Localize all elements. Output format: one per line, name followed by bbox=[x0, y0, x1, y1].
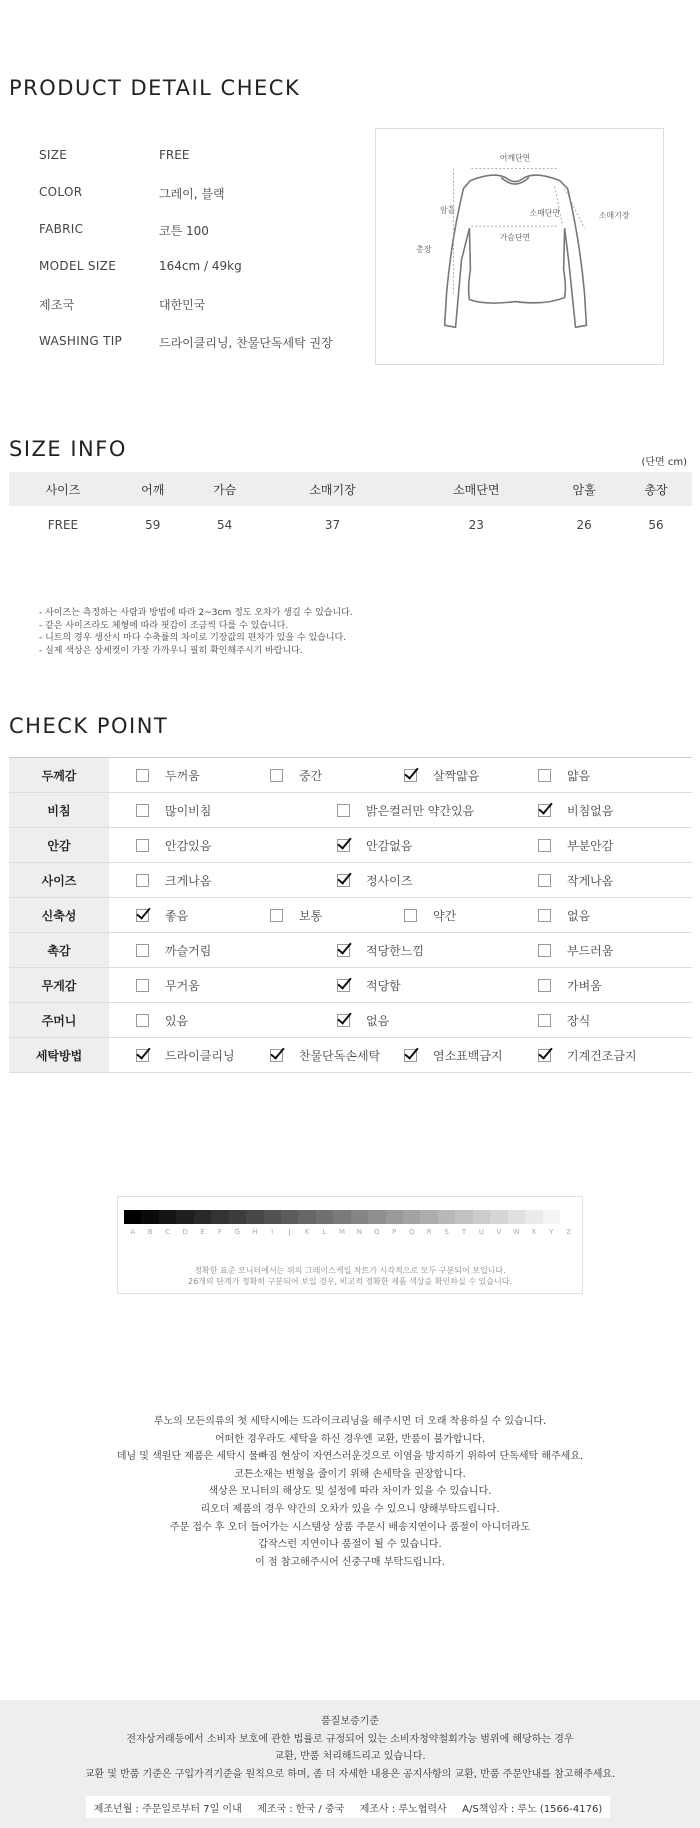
check-option-label: 정사이즈 bbox=[366, 873, 413, 888]
check-option-label: 부드러움 bbox=[567, 943, 614, 958]
check-row-options bbox=[109, 1038, 692, 1073]
checkbox[interactable] bbox=[538, 769, 551, 782]
grayscale-letter: M bbox=[338, 1228, 345, 1236]
sketch-label-length: 총장 bbox=[416, 244, 432, 254]
check-row-options bbox=[109, 828, 692, 863]
quality-footer bbox=[0, 1700, 700, 1828]
checkbox[interactable] bbox=[136, 804, 149, 817]
footer-info-bar bbox=[86, 1796, 610, 1818]
detail-value: 164cm / 49kg bbox=[159, 259, 242, 273]
checkbox[interactable] bbox=[538, 909, 551, 922]
check-row-label: 세탁방법 bbox=[9, 1038, 109, 1073]
grayscale-letter: D bbox=[182, 1228, 188, 1236]
size-col-shoulder: 어깨 bbox=[117, 472, 189, 506]
notice-line: 이 점 참고해주시어 신중구매 부탁드립니다. bbox=[255, 1556, 445, 1568]
check-option[interactable] bbox=[337, 828, 412, 862]
grayscale-swatch bbox=[176, 1210, 193, 1224]
detail-value: 드라이클리닝, 찬물단독세탁 권장 bbox=[159, 336, 333, 350]
detail-key: 제조국 bbox=[39, 298, 75, 312]
checkbox[interactable] bbox=[270, 909, 283, 922]
check-row-options bbox=[109, 1003, 692, 1038]
check-option-label: 무거움 bbox=[165, 978, 200, 993]
grayscale-letter: T bbox=[461, 1228, 467, 1236]
detail-value: 코튼 100 bbox=[159, 224, 209, 238]
check-row-options bbox=[109, 793, 692, 828]
check-option[interactable] bbox=[270, 758, 322, 792]
check-point-title: CHECK POINT bbox=[9, 714, 169, 738]
grayscale-letter: C bbox=[165, 1228, 171, 1236]
checkbox[interactable] bbox=[136, 1014, 149, 1027]
check-option[interactable] bbox=[136, 863, 211, 897]
size-cell: 26 bbox=[576, 518, 592, 532]
detail-key: SIZE bbox=[39, 148, 68, 162]
grayscale-swatch bbox=[298, 1210, 315, 1224]
grayscale-letter: H bbox=[252, 1228, 258, 1236]
check-row-options bbox=[109, 863, 692, 898]
grayscale-swatch bbox=[333, 1210, 350, 1224]
check-option-label: 없음 bbox=[366, 1013, 390, 1028]
checkbox-checked[interactable] bbox=[136, 909, 149, 922]
grayscale-swatch bbox=[316, 1210, 333, 1224]
grayscale-letter: S bbox=[444, 1228, 449, 1236]
checkbox-checked[interactable] bbox=[337, 944, 350, 957]
footer-manufacture-date: 제조년월 : 주문일로부터 7일 이내 bbox=[93, 1803, 242, 1815]
grayscale-letter: Y bbox=[549, 1228, 554, 1236]
check-row-elasticity bbox=[9, 898, 692, 933]
size-note: - 같은 사이즈라도 체형에 따라 핏감이 조금씩 다를 수 있습니다. bbox=[39, 620, 289, 631]
detail-value: 그레이, 블랙 bbox=[159, 187, 225, 201]
detail-value: 대한민국 bbox=[159, 298, 206, 312]
check-option[interactable] bbox=[538, 1003, 590, 1037]
grayscale-swatch bbox=[264, 1210, 281, 1224]
check-option[interactable] bbox=[136, 1003, 188, 1037]
check-option[interactable] bbox=[538, 758, 590, 792]
grayscale-swatch bbox=[525, 1210, 542, 1224]
size-cell: 37 bbox=[324, 518, 341, 532]
check-row-label: 촉감 bbox=[9, 933, 109, 968]
check-option[interactable] bbox=[337, 793, 474, 827]
size-cell: 23 bbox=[468, 518, 484, 532]
check-option-label: 드라이클리닝 bbox=[165, 1048, 235, 1063]
check-option-label: 중간 bbox=[299, 768, 323, 783]
notice-line: 리오더 제품의 경우 약간의 오차가 있을 수 있으니 양해부탁드립니다. bbox=[200, 1503, 500, 1515]
checkbox[interactable] bbox=[136, 839, 149, 852]
checkbox-checked[interactable] bbox=[404, 1049, 417, 1062]
checkbox-checked[interactable] bbox=[538, 804, 551, 817]
detail-value: FREE bbox=[159, 148, 190, 162]
grayscale-letter: Q bbox=[408, 1228, 415, 1236]
notice-line: 갑작스런 지연이나 품절이 될 수 있습니다. bbox=[258, 1539, 442, 1551]
check-option-label: 안감없음 bbox=[366, 838, 413, 853]
footer-line: 교환, 반품 처리해드리고 있습니다. bbox=[274, 1751, 426, 1762]
grayscale-letter: V bbox=[496, 1228, 502, 1236]
size-col-sleeve-length: 소매기장 bbox=[261, 472, 405, 506]
footer-heading: 품질보증기준 bbox=[321, 1716, 379, 1727]
checkbox-checked[interactable] bbox=[337, 1014, 350, 1027]
notice-line: 코튼소재는 변형을 줄이기 위해 손세탁을 권장합니다. bbox=[234, 1468, 466, 1480]
check-row-options bbox=[109, 758, 692, 793]
grayscale-letter: N bbox=[356, 1228, 363, 1236]
check-row-options bbox=[109, 968, 692, 1003]
size-unit: (단면 cm) bbox=[641, 457, 687, 468]
grayscale-swatch bbox=[211, 1210, 228, 1224]
check-option[interactable] bbox=[538, 1038, 637, 1072]
sketch-label-sleeve-length: 소매기장 bbox=[598, 211, 630, 221]
size-col-size: 사이즈 bbox=[9, 472, 117, 506]
checkbox[interactable] bbox=[538, 874, 551, 887]
check-option[interactable] bbox=[270, 1038, 380, 1072]
check-option[interactable] bbox=[136, 968, 200, 1002]
checkbox[interactable] bbox=[538, 979, 551, 992]
check-option[interactable] bbox=[337, 863, 412, 897]
check-option[interactable] bbox=[404, 898, 456, 932]
check-option[interactable] bbox=[538, 828, 613, 862]
notice-line: 색상은 모니터의 해상도 및 설정에 따라 차이가 있을 수 있습니다. bbox=[208, 1486, 492, 1498]
grayscale-swatch bbox=[490, 1210, 507, 1224]
checkbox[interactable] bbox=[538, 839, 551, 852]
size-col-sleeve-width: 소매단면 bbox=[404, 472, 548, 506]
grayscale-text-line: 정확한 표준 모니터에서는 위의 그레이스케일 차트가 시각적으로 모두 구분되어 보입니다. bbox=[194, 1266, 506, 1275]
size-col-chest: 가슴 bbox=[189, 472, 261, 506]
check-option[interactable] bbox=[337, 1003, 389, 1037]
checkbox[interactable] bbox=[136, 944, 149, 957]
check-option-label: 안감있음 bbox=[165, 838, 212, 853]
grayscale-letter: W bbox=[512, 1228, 520, 1236]
grayscale-letter: U bbox=[478, 1228, 485, 1236]
check-option[interactable] bbox=[337, 933, 424, 967]
check-option-label: 밝은컬러만 약간있음 bbox=[366, 803, 475, 818]
size-table bbox=[9, 472, 692, 544]
check-option-label: 크게나옴 bbox=[165, 873, 212, 888]
grayscale-letter: B bbox=[147, 1228, 153, 1236]
notice-line: 데님 및 색원단 제품은 세탁시 물빠짐 현상이 자연스러운것으로 이염을 방지하기 위하여 단독세탁 해주세요. bbox=[116, 1451, 584, 1463]
size-cell: 54 bbox=[217, 518, 233, 532]
sketch-label-sleeve-width: 소매단면 bbox=[529, 208, 561, 218]
grayscale-swatch bbox=[229, 1210, 246, 1224]
check-option[interactable] bbox=[136, 793, 211, 827]
detail-row-model-size bbox=[39, 259, 242, 273]
check-option-label: 두꺼움 bbox=[165, 768, 200, 783]
size-note: - 사이즈는 측정하는 사람과 방법에 따라 2~3cm 정도 오차가 생길 수 있습니다. bbox=[39, 608, 353, 618]
grayscale-swatch bbox=[368, 1210, 385, 1224]
size-info-title: SIZE INFO bbox=[9, 437, 127, 461]
size-cell: 56 bbox=[648, 518, 664, 532]
grayscale-letter: A bbox=[130, 1228, 136, 1236]
footer-origin: 제조국 : 한국 / 중국 bbox=[257, 1803, 345, 1815]
check-option-label: 적당함 bbox=[366, 978, 401, 993]
check-row-thickness bbox=[9, 758, 692, 793]
size-note: - 실제 색상은 상세컷이 가장 가까우니 필히 확인해주시기 바랍니다. bbox=[39, 645, 303, 656]
footer-line: 전자상거래등에서 소비자 보호에 관한 법률로 규정되어 있는 소비자청약철회가능 범위에 해당하는 경우 bbox=[126, 1733, 574, 1745]
size-cell: FREE bbox=[47, 518, 79, 532]
check-option-label: 까슬거림 bbox=[165, 943, 212, 958]
grayscale-letter: L bbox=[322, 1228, 327, 1236]
check-row-label: 신축성 bbox=[9, 898, 109, 933]
check-row-washing bbox=[9, 1038, 692, 1073]
size-col-length: 총장 bbox=[620, 472, 692, 506]
size-cell: 59 bbox=[145, 518, 161, 532]
check-row-options bbox=[109, 898, 692, 933]
check-option-label: 가벼움 bbox=[567, 978, 602, 993]
check-row-options bbox=[109, 933, 692, 968]
check-option-label: 있음 bbox=[165, 1013, 189, 1028]
check-row-label: 두께감 bbox=[9, 758, 109, 793]
sweater-outline-icon bbox=[376, 129, 663, 364]
detail-row-color bbox=[39, 185, 225, 202]
check-option-label: 없음 bbox=[567, 908, 591, 923]
check-option-label: 비침없음 bbox=[567, 803, 614, 818]
grayscale-letter: J bbox=[288, 1228, 291, 1236]
footer-line: 교환 및 반품 기준은 구입가격기준을 원칙으로 하며, 좀 더 자세한 내용은 공지사항의 교환, 반품 주문안내를 참고해주세요. bbox=[84, 1768, 616, 1780]
check-option-label: 기계건조금지 bbox=[567, 1048, 637, 1063]
grayscale-letter: F bbox=[217, 1228, 222, 1236]
sketch-label-chest: 가슴단면 bbox=[499, 233, 531, 243]
check-option-label: 장식 bbox=[567, 1013, 591, 1028]
check-row-size bbox=[9, 863, 692, 898]
footer-text bbox=[0, 1700, 700, 1783]
grayscale-letter: K bbox=[304, 1228, 310, 1236]
checkbox[interactable] bbox=[538, 944, 551, 957]
grayscale-letter: I bbox=[271, 1228, 274, 1236]
detail-key: FABRIC bbox=[39, 222, 84, 236]
notice-line: 주문 접수 후 오더 들어가는 시스템상 상품 주문시 배송지연이나 품절이 아니더라도 bbox=[169, 1521, 531, 1533]
check-row-label: 비침 bbox=[9, 793, 109, 828]
grayscale-swatch bbox=[141, 1210, 158, 1224]
grayscale-text-line: 26개의 단계가 정확히 구분되어 보일 경우, 비교적 정확한 제품 색상을 확인하실 수 있습니다. bbox=[188, 1277, 512, 1286]
grayscale-swatch bbox=[455, 1210, 472, 1224]
grayscale-swatch bbox=[403, 1210, 420, 1224]
check-option-label: 염소표백금지 bbox=[433, 1048, 503, 1063]
check-option[interactable] bbox=[136, 933, 211, 967]
checkbox[interactable] bbox=[538, 1014, 551, 1027]
check-option[interactable] bbox=[538, 968, 602, 1002]
check-row-sheerness bbox=[9, 793, 692, 828]
check-row-label: 주머니 bbox=[9, 1003, 109, 1038]
detail-row-origin bbox=[39, 296, 205, 313]
check-option-label: 약간 bbox=[433, 908, 457, 923]
grayscale-swatch bbox=[386, 1210, 403, 1224]
grayscale-swatch bbox=[246, 1210, 263, 1224]
grayscale-letter: G bbox=[234, 1228, 241, 1236]
grayscale-letter: Z bbox=[566, 1228, 572, 1236]
grayscale-bar bbox=[124, 1210, 577, 1224]
detail-row-washing-tip bbox=[39, 334, 333, 351]
size-table-header bbox=[9, 472, 692, 506]
care-notice bbox=[0, 1413, 700, 1571]
detail-row-size bbox=[39, 148, 189, 162]
garment-sketch bbox=[375, 128, 664, 365]
checkbox[interactable] bbox=[136, 979, 149, 992]
check-option-label: 살짝얇음 bbox=[433, 768, 480, 783]
table-row bbox=[9, 506, 692, 544]
grayscale-swatch bbox=[473, 1210, 490, 1224]
check-option[interactable] bbox=[404, 1038, 503, 1072]
grayscale-description bbox=[118, 1265, 582, 1287]
check-option-label: 보통 bbox=[299, 908, 323, 923]
grayscale-letter: R bbox=[426, 1228, 432, 1236]
sketch-label-shoulder: 어깨단면 bbox=[499, 153, 531, 163]
grayscale-chart bbox=[117, 1196, 583, 1294]
detail-key: MODEL SIZE bbox=[39, 259, 117, 273]
check-option-label: 부분안감 bbox=[567, 838, 614, 853]
check-row-pocket bbox=[9, 1003, 692, 1038]
checkbox-checked[interactable] bbox=[538, 1049, 551, 1062]
notice-line: 어떠한 경우라도 세탁을 하신 경우엔 교환, 반품이 불가합니다. bbox=[214, 1433, 486, 1445]
size-notes bbox=[39, 607, 353, 657]
grayscale-swatch bbox=[124, 1210, 141, 1224]
grayscale-swatch bbox=[560, 1210, 577, 1224]
checkbox[interactable] bbox=[404, 909, 417, 922]
checkbox[interactable] bbox=[136, 769, 149, 782]
detail-key: COLOR bbox=[39, 185, 83, 199]
grayscale-letter: O bbox=[374, 1228, 380, 1236]
check-option[interactable] bbox=[136, 898, 188, 932]
grayscale-swatch bbox=[159, 1210, 176, 1224]
grayscale-letter: X bbox=[531, 1228, 537, 1236]
checkbox-checked[interactable] bbox=[404, 769, 417, 782]
grayscale-swatch bbox=[543, 1210, 560, 1224]
check-point-table bbox=[9, 757, 692, 1073]
footer-manufacturer: 제조사 : 루노협력사 bbox=[359, 1803, 447, 1815]
check-option[interactable] bbox=[136, 758, 200, 792]
check-option-label: 얇음 bbox=[567, 768, 591, 783]
checkbox-checked[interactable] bbox=[136, 1049, 149, 1062]
check-option[interactable] bbox=[538, 898, 590, 932]
size-note: - 니트의 경우 생산시 마다 수축률의 차이로 기장값의 편차가 있을 수 있습니다. bbox=[39, 633, 347, 643]
check-option[interactable] bbox=[538, 863, 613, 897]
check-option[interactable] bbox=[136, 1038, 235, 1072]
check-option[interactable] bbox=[404, 758, 479, 792]
check-option-label: 찬물단독손세탁 bbox=[299, 1048, 381, 1063]
detail-key: WASHING TIP bbox=[39, 334, 123, 348]
check-row-label: 사이즈 bbox=[9, 863, 109, 898]
check-row-label: 안감 bbox=[9, 828, 109, 863]
checkbox-checked[interactable] bbox=[337, 839, 350, 852]
notice-line: 루노의 모든의류의 첫 세탁시에는 드라이크리닝을 해주시면 더 오래 착용하실 수 있습니다. bbox=[153, 1416, 547, 1427]
check-option[interactable] bbox=[538, 933, 613, 967]
footer-as-contact: A/S책임자 : 루노 (1566-4176) bbox=[462, 1803, 603, 1815]
check-option-label: 좋음 bbox=[165, 908, 189, 923]
grayscale-swatch bbox=[194, 1210, 211, 1224]
size-col-armhole: 암홀 bbox=[548, 472, 620, 506]
grayscale-swatch bbox=[351, 1210, 368, 1224]
check-option-label: 많이비침 bbox=[165, 803, 212, 818]
checkbox[interactable] bbox=[270, 769, 283, 782]
checkbox[interactable] bbox=[136, 874, 149, 887]
check-row-weight bbox=[9, 968, 692, 1003]
product-detail-title: PRODUCT DETAIL CHECK bbox=[9, 76, 301, 100]
grayscale-swatch bbox=[420, 1210, 437, 1224]
detail-row-fabric bbox=[39, 222, 209, 239]
sketch-label-armhole: 암홀 bbox=[439, 205, 456, 215]
check-row-label: 무게감 bbox=[9, 968, 109, 1003]
checkbox[interactable] bbox=[337, 804, 350, 817]
check-row-texture bbox=[9, 933, 692, 968]
grayscale-letters bbox=[124, 1228, 577, 1236]
grayscale-letter: E bbox=[200, 1228, 205, 1236]
checkbox-checked[interactable] bbox=[270, 1049, 283, 1062]
check-option[interactable] bbox=[270, 898, 322, 932]
checkbox-checked[interactable] bbox=[337, 874, 350, 887]
grayscale-swatch bbox=[508, 1210, 525, 1224]
check-option-label: 작게나옴 bbox=[567, 873, 614, 888]
grayscale-letter: P bbox=[392, 1228, 397, 1236]
grayscale-swatch bbox=[281, 1210, 298, 1224]
check-option[interactable] bbox=[337, 968, 401, 1002]
check-option[interactable] bbox=[136, 828, 211, 862]
checkbox-checked[interactable] bbox=[337, 979, 350, 992]
check-row-lining bbox=[9, 828, 692, 863]
grayscale-swatch bbox=[438, 1210, 455, 1224]
check-option-label: 적당한느낌 bbox=[366, 943, 424, 958]
check-option[interactable] bbox=[538, 793, 613, 827]
